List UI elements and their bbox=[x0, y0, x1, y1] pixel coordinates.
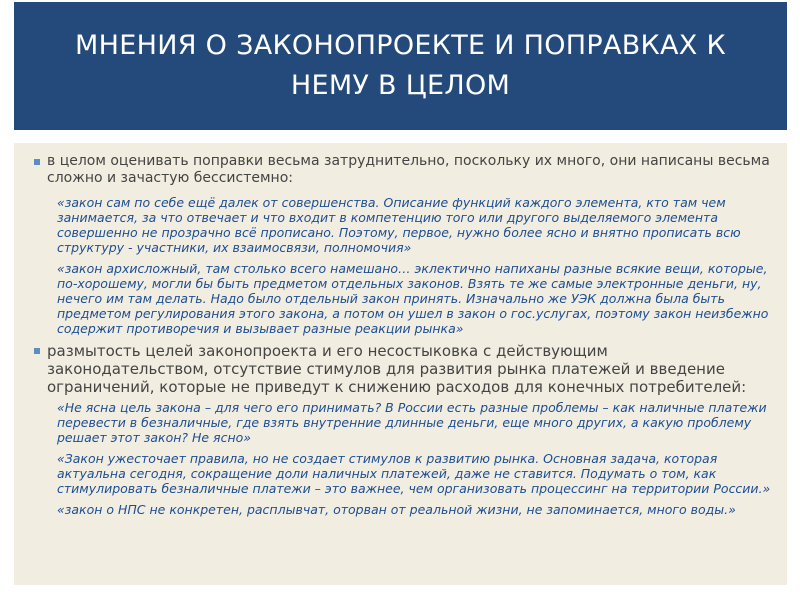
quote-item: «закон о НПС не конкретен, расплывчат, оторван от реальной жизни, не запоминается, много воды.» bbox=[57, 502, 736, 517]
quote-item: «Закон ужесточает правила, но не создает стимулов к развитию рынка. Основная задача, которая актуальна сегодня, сокращение доли наличных платежей, даже не ставится. Подумать о том, как стимулировать безналичные платежи – это важнее, чем организовать процессинг на территории России.» bbox=[57, 451, 771, 496]
bullet-text: в целом оценивать поправки весьма затруднительно, поскольку их много, они написаны весьма сложно и зачастую бессистемно: bbox=[47, 153, 770, 186]
bullet-item bbox=[34, 153, 774, 187]
bullet-item bbox=[34, 342, 774, 396]
bullet-square-icon bbox=[34, 159, 40, 165]
quote-item: «закон архисложный, там столько всего намешано… эклектично напиханы разные всякие вещи, которые, по-хорошему, могли бы быть предметом отдельных законов. Взять те же самые электронные деньги, ну, нечего им там делать. Надо было отдельный закон принять. Изначально же УЭК должна была быть предметом регулирования этого закона, а потом он ушел в закон о гос.услугах, поэтому закон неизбежно содержит противоречия и вызывает разные реакции рынка» bbox=[57, 261, 769, 336]
content-panel bbox=[14, 143, 787, 585]
title-bar bbox=[14, 2, 787, 130]
content-body bbox=[34, 153, 774, 523]
slide-title: МНЕНИЯ О ЗАКОНОПРОЕКТЕ И ПОПРАВКАХ К НЕМУ В ЦЕЛОМ bbox=[75, 30, 726, 101]
bullet-square-icon bbox=[34, 348, 40, 354]
quote-item: «закон сам по себе ещё далек от совершенства. Описание функций каждого элемента, кто там чем занимается, за что отвечает и что входит в компетенцию того или другого выделяемого элемента совершенно не прозрачно всё прописано. Поэтому, первое, нужно более ясно и внятно прописать всю структуру - участники, их взаимосвязи, полномочия» bbox=[57, 195, 741, 255]
bullet-text: размытость целей законопроекта и его несостыковка с действующим законодательством, отсутствие стимулов для развития рынка платежей и введение ограничений, которые не приведут к снижению расходов для конечных потребителей: bbox=[47, 342, 747, 396]
quote-item: «Не ясна цель закона – для чего его принимать? В России есть разные проблемы – как наличные платежи перевести в безналичные, где взять внутренние длинные деньги, еще много других, а какую проблему решает этот закон? Не ясно» bbox=[57, 400, 767, 445]
